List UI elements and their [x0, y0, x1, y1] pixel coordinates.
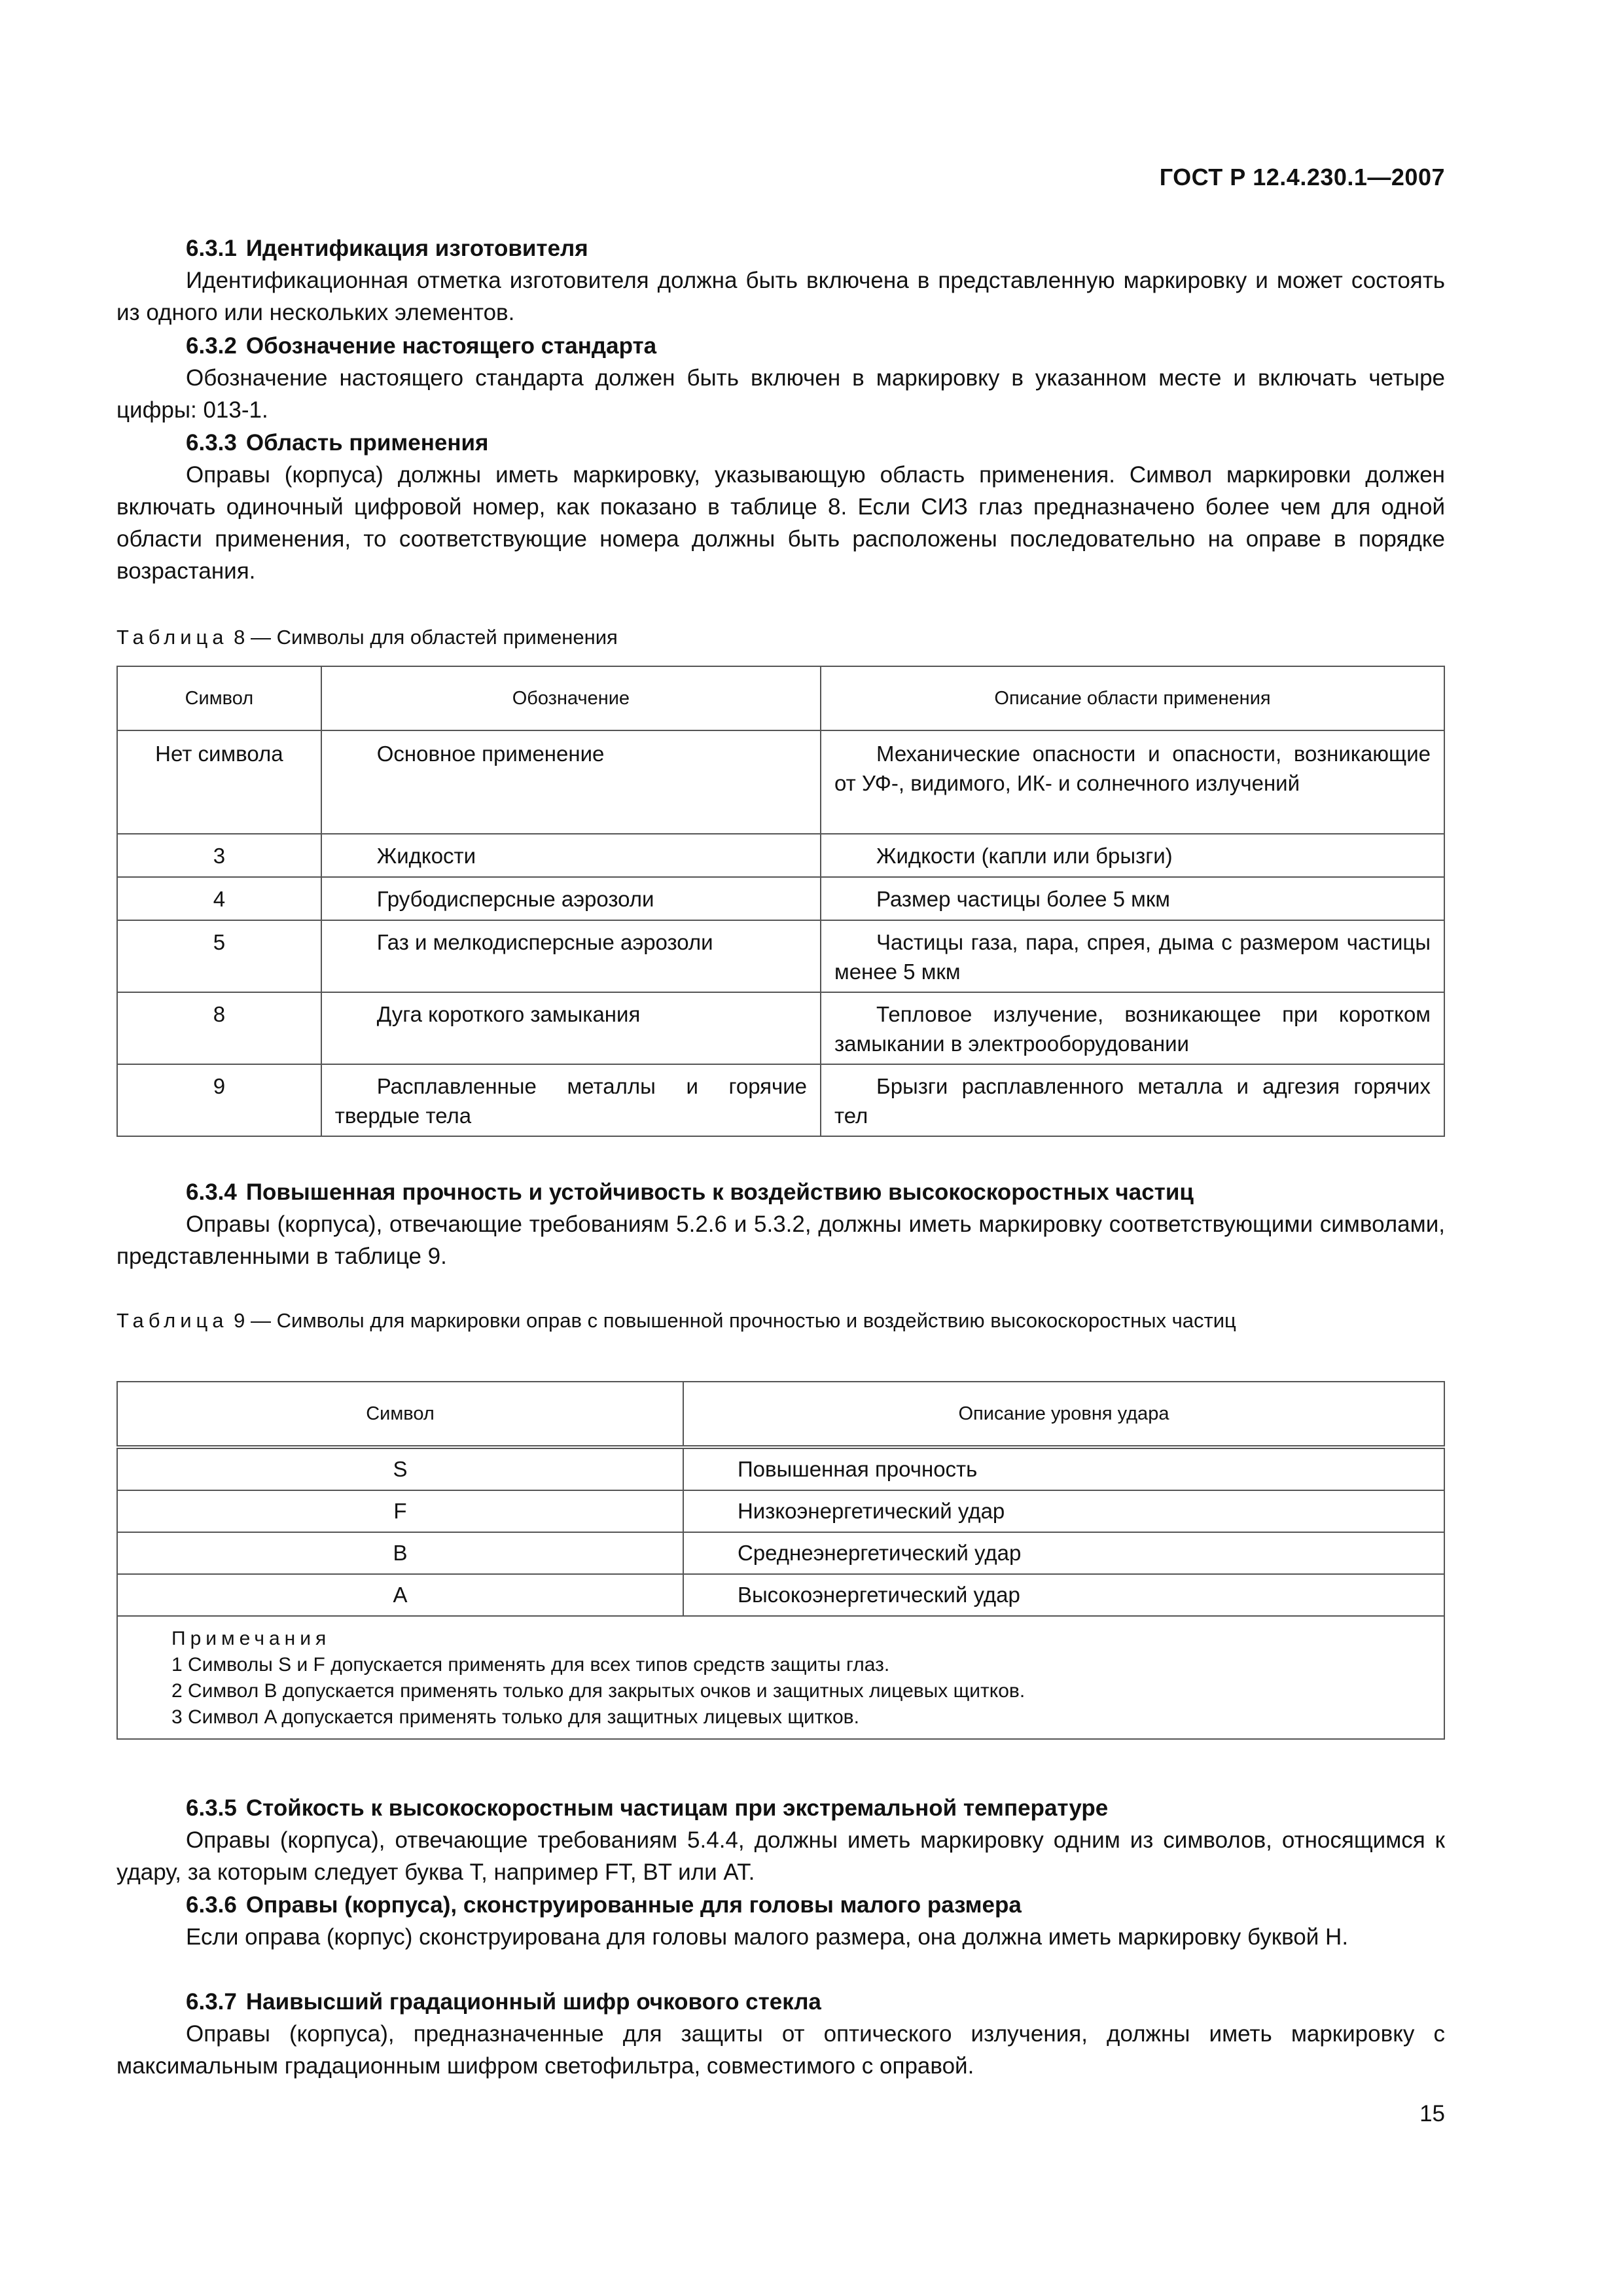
- table-header-row: [117, 1382, 1444, 1447]
- table-cell: Дуга короткого замыкания: [321, 992, 821, 1064]
- section-number: 6.3.4: [186, 1179, 237, 1205]
- note-item: 3 Символ A допускается применять только для защитных лицевых щитков.: [171, 1706, 859, 1728]
- section-title: Область применения: [245, 430, 489, 456]
- table-9-caption: [116, 1306, 1445, 1335]
- section-6-3-3: [116, 427, 1445, 587]
- table-cell: Жидкости: [321, 834, 821, 877]
- section-6-3-1: [116, 232, 1445, 329]
- column-header: Описание области применения: [821, 666, 1444, 730]
- section-text: Идентификационная отметка изготовителя должна быть включена в представленную маркировку и может состоять из одного или нескольких элементов.: [116, 268, 1445, 325]
- section-text: Оправы (корпуса), предназначенные для защиты от оптического излучения, должны иметь маркировку с максимальным градационным шифром светофильтра, совместимого с оправой.: [116, 2021, 1445, 2079]
- table-cell: S: [117, 1447, 683, 1490]
- column-header: Символ: [117, 666, 321, 730]
- table-cell: Расплавленные металлы и горячие твердые тела: [321, 1064, 821, 1136]
- table-header-row: [117, 666, 1444, 730]
- section-heading: [116, 1986, 1445, 2018]
- section-text: Оправы (корпуса), отвечающие требованиям 5.2.6 и 5.3.2, должны иметь маркировку соответствующими символами, представленными в таблице 9.: [116, 1211, 1445, 1269]
- section-6-3-4: [116, 1176, 1445, 1272]
- table-cell: 5: [117, 920, 321, 992]
- column-header: Символ: [117, 1382, 683, 1447]
- table-row: [117, 1064, 1444, 1136]
- table-row: [117, 1447, 1444, 1490]
- section-title: Стойкость к высокоскоростным частицам при экстремальной температуре: [245, 1795, 1109, 1821]
- table-8-caption: [116, 623, 1445, 652]
- table-cell: Основное применение: [321, 730, 821, 834]
- section-heading: [116, 1889, 1445, 1921]
- section-number: 6.3.1: [186, 236, 237, 261]
- table-notes: [117, 1616, 1444, 1739]
- document-page: [116, 0, 1445, 2296]
- section-6-3-5: [116, 1792, 1445, 1888]
- table-cell: Среднеэнергетический удар: [683, 1532, 1444, 1574]
- section-6-3-2: [116, 330, 1445, 426]
- section-number: 6.3.5: [186, 1795, 237, 1821]
- section-heading: [116, 1176, 1445, 1208]
- table-row: [117, 920, 1444, 992]
- table-cell: Жидкости (капли или брызги): [821, 834, 1444, 877]
- table-row: [117, 992, 1444, 1064]
- section-title: Наивысший градационный шифр очкового стекла: [245, 1989, 821, 2015]
- section-title: Обозначение настоящего стандарта: [245, 333, 657, 359]
- notes-title: Примечания: [171, 1628, 331, 1649]
- page-number: 15: [1419, 2101, 1445, 2126]
- table-cell: 8: [117, 992, 321, 1064]
- table-cell: Размер частицы более 5 мкм: [821, 877, 1444, 920]
- table-9: [116, 1381, 1445, 1740]
- table-row: [117, 1574, 1444, 1616]
- table-cell: 3: [117, 834, 321, 877]
- table-cell: Брызги расплавленного металла и адгезия горячих тел: [821, 1064, 1444, 1136]
- table-row: [117, 1532, 1444, 1574]
- table-notes-row: [117, 1616, 1444, 1739]
- table-cell: F: [117, 1490, 683, 1532]
- table-cell: Нет символа: [117, 730, 321, 834]
- caption-text: 8 — Символы для областей применения: [228, 626, 618, 649]
- table-row: [117, 834, 1444, 877]
- column-header: Обозначение: [321, 666, 821, 730]
- document-code: ГОСТ Р 12.4.230.1—2007: [1159, 164, 1445, 190]
- table-cell: Низкоэнергетический удар: [683, 1490, 1444, 1532]
- table-cell: Частицы газа, пара, спрея, дыма с размером частицы менее 5 мкм: [821, 920, 1444, 992]
- section-text: Если оправа (корпус) сконструирована для головы малого размера, она должна иметь маркировку буквой Н.: [186, 1924, 1349, 1950]
- table-cell: A: [117, 1574, 683, 1616]
- note-item: 1 Символы S и F допускается применять для всех типов средств защиты глаз.: [171, 1654, 890, 1676]
- table-cell: Грубодисперсные аэрозоли: [321, 877, 821, 920]
- section-6-3-7: [116, 1986, 1445, 2082]
- table-8: [116, 666, 1445, 1137]
- note-item: 2 Символ B допускается применять только для закрытых очков и защитных лицевых щитков.: [171, 1680, 1026, 1702]
- section-heading: [116, 1792, 1445, 1824]
- table-cell: Тепловое излучение, возникающее при коротком замыкании в электрооборудовании: [821, 992, 1444, 1064]
- table-row: [117, 877, 1444, 920]
- section-6-3-6: [116, 1889, 1445, 1953]
- caption-label: Таблица: [116, 1309, 228, 1332]
- table-cell: Газ и мелкодисперсные аэрозоли: [321, 920, 821, 992]
- section-heading: [116, 427, 1445, 459]
- section-number: 6.3.6: [186, 1892, 237, 1918]
- section-title: Идентификация изготовителя: [245, 236, 588, 261]
- section-number: 6.3.3: [186, 430, 237, 456]
- table-cell: B: [117, 1532, 683, 1574]
- table-cell: 9: [117, 1064, 321, 1136]
- section-heading: [116, 330, 1445, 362]
- caption-label: Таблица: [116, 626, 228, 649]
- table-row: [117, 730, 1444, 834]
- table-cell: Повышенная прочность: [683, 1447, 1444, 1490]
- section-title: Оправы (корпуса), сконструированные для головы малого размера: [245, 1892, 1022, 1918]
- caption-text: 9 — Символы для маркировки оправ с повышенной прочностью и воздействию высокоскоростных частиц: [228, 1309, 1236, 1332]
- table-row: [117, 1490, 1444, 1532]
- column-header: Описание уровня удара: [683, 1382, 1444, 1447]
- table-cell: Механические опасности и опасности, возникающие от УФ-, видимого, ИК- и солнечного излучений: [821, 730, 1444, 834]
- section-title: Повышенная прочность и устойчивость к воздействию высокоскоростных частиц: [245, 1179, 1194, 1205]
- section-heading: [116, 232, 1445, 264]
- table-cell: Высокоэнергетический удар: [683, 1574, 1444, 1616]
- section-text: Оправы (корпуса), отвечающие требованиям 5.4.4, должны иметь маркировку одним из символов, относящимся к удару, за которым следует буква Т, например FT, BT или AT.: [116, 1827, 1445, 1885]
- table-cell: 4: [117, 877, 321, 920]
- section-text: Оправы (корпуса) должны иметь маркировку, указывающую область применения. Символ маркировки должен включать одиночный цифровой номер, как показано в таблице 8. Если СИЗ глаз предназначено более чем для одной области применения, то соответствующие номера должны быть расположены последовательно на оправе в порядке возрастания.: [116, 462, 1445, 584]
- section-text: Обозначение настоящего стандарта должен быть включен в маркировку в указанном месте и включать четыре цифры: 013-1.: [116, 365, 1445, 423]
- section-number: 6.3.2: [186, 333, 237, 359]
- section-number: 6.3.7: [186, 1989, 237, 2015]
